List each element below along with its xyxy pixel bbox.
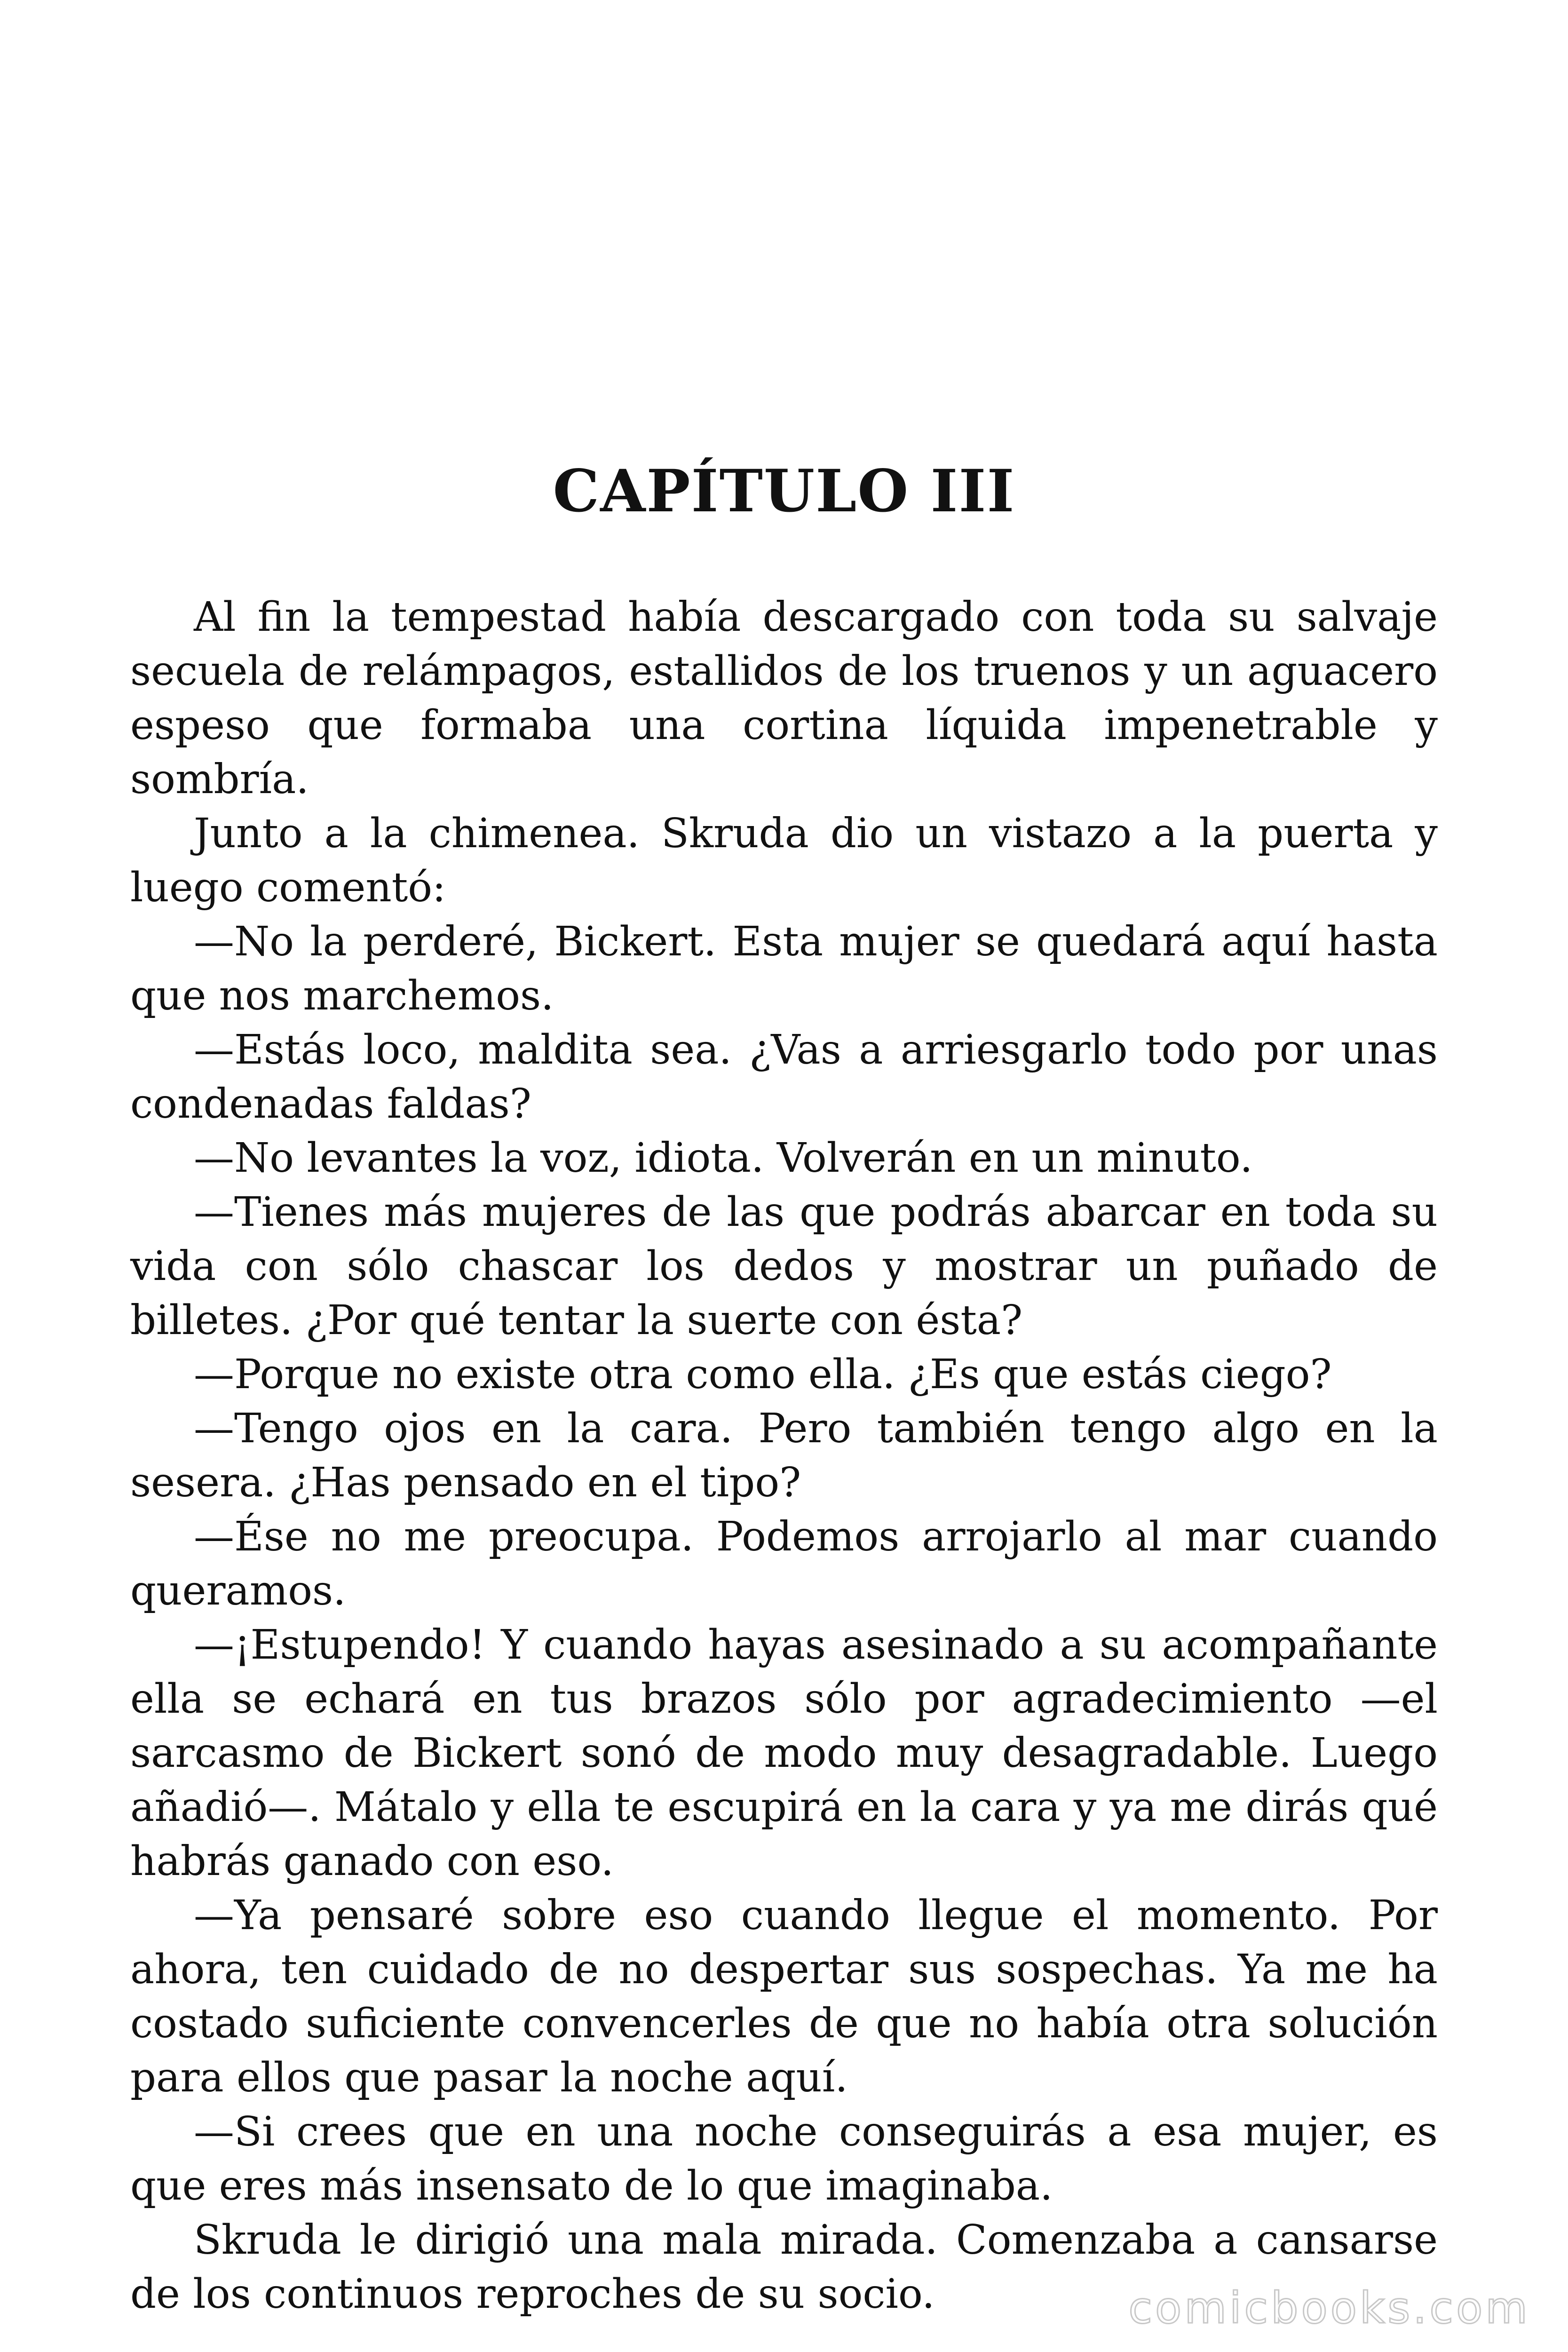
paragraph: —No levantes la voz, idiota. Volverán en un minuto. [194, 1135, 1253, 1182]
paragraph: Junto a la chimenea. Skruda dio un vistazo a la puerta y luego comentó: [130, 810, 1438, 911]
paragraph: —Tengo ojos en la cara. Pero también tengo algo en la sesera. ¿Has pensado en el tipo? [130, 1405, 1438, 1506]
paragraph: —Si crees que en una noche conseguirás a esa mujer, es que eres más insensato de lo que imaginaba. [130, 2108, 1438, 2209]
paragraph: —Tienes más mujeres de las que podrás abarcar en toda su vida con sólo chascar los dedos y mostrar un puñado de billetes. ¿Por qué tentar la suerte con ésta? [130, 1189, 1438, 1344]
paragraph: —Porque no existe otra como ella. ¿Es que estás ciego? [194, 1351, 1332, 1398]
paragraph: Al fin la tempestad había descargado con toda su salvaje secuela de relámpagos, estallidos de los truenos y un aguacero espeso que formaba una cortina líquida impenetrable y sombría. [130, 594, 1438, 803]
paragraph: Skruda le dirigió una mala mirada. Comenzaba a cansarse de los continuos reproches de su socio. [130, 2217, 1438, 2318]
paragraph: —¡Estupendo! Y cuando hayas asesinado a su acompañante ella se echará en tus brazos sólo por agradecimiento —el sarcasmo de Bickert sonó de modo muy desagradable. Luego añadió—. Mátalo y ella te escupirá en la cara y ya me dirás qué habrás ganado con eso. [130, 1621, 1438, 1885]
chapter-title: CAPÍTULO III [553, 457, 1015, 525]
watermark: comicbooks.com [1128, 2283, 1530, 2333]
chapter-body [130, 590, 1438, 2321]
paragraph: —Estás loco, maldita sea. ¿Vas a arriesgarlo todo por unas condenadas faldas? [130, 1026, 1438, 1128]
paragraph: —Ya pensaré sobre eso cuando llegue el momento. Por ahora, ten cuidado de no despertar sus sospechas. Ya me ha costado suficiente convencerles de que no había otra solución para ellos que pasar la noche aquí. [130, 1892, 1438, 2101]
paragraph: —No la perderé, Bickert. Esta mujer se quedará aquí hasta que nos marchemos. [130, 918, 1438, 1019]
paragraph: —Ése no me preocupa. Podemos arrojarlo al mar cuando queramos. [130, 1513, 1438, 1614]
